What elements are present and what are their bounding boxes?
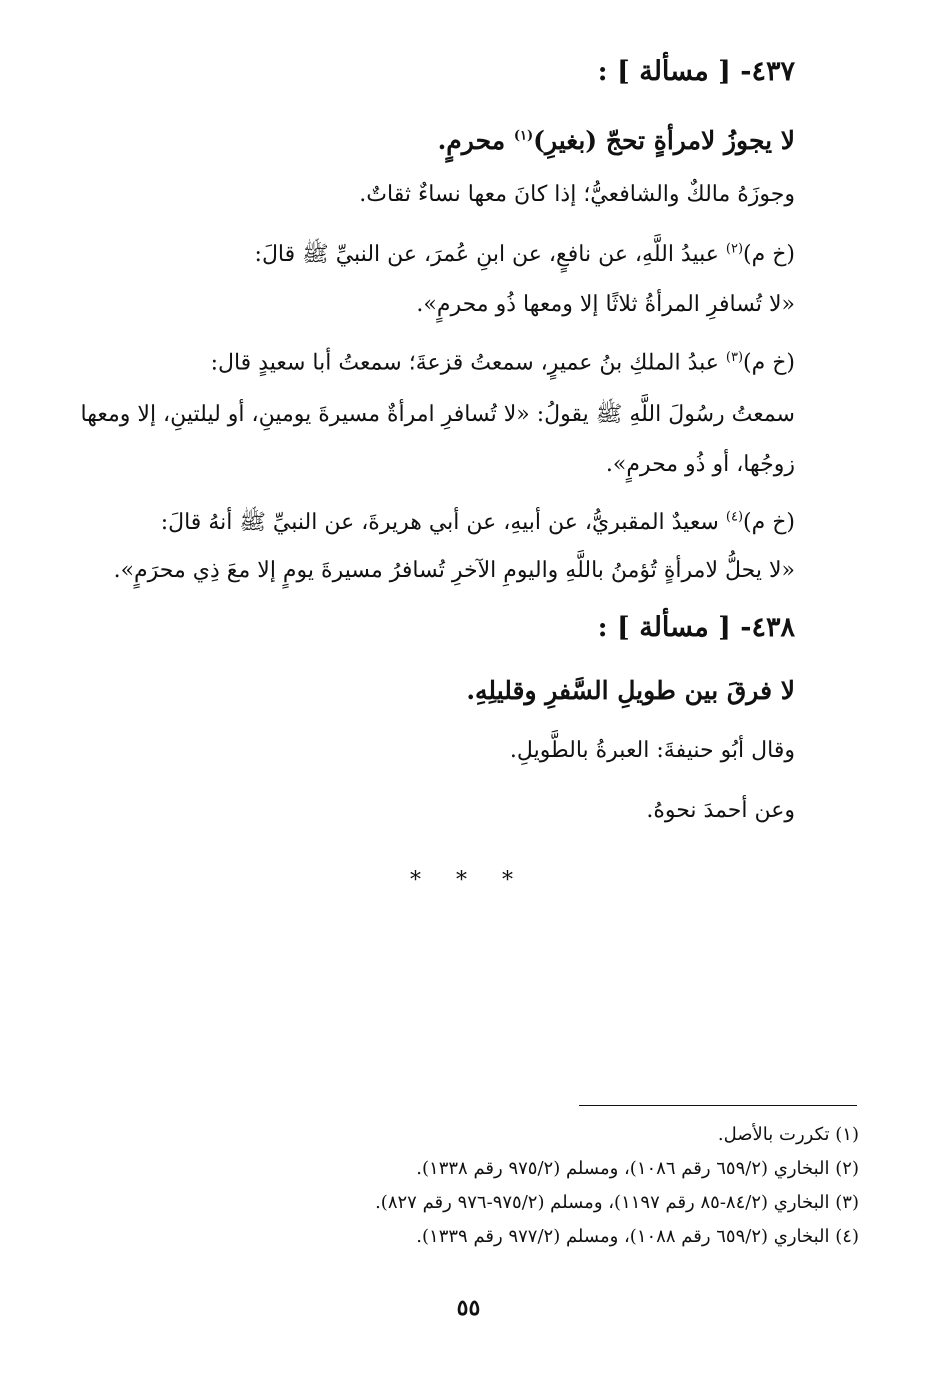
hadith-2-line-1 (211, 350, 795, 375)
hadith-3-line-2: «لا يحلُّ لامرأةٍ تُؤمنُ باللَّهِ واليومِ الآخرِ تُسافرُ مسيرةَ يومٍ إلا معَ ذِي محرَمٍ». (113, 558, 795, 583)
hadith-3-chain: سعيدٌ المقبريُّ، عن أبيهِ، عن أبي هريرةَ، عن النبيِّ ﷺ أنهُ قالَ: (160, 510, 726, 535)
hadith-1-source-code: (خ م) (743, 242, 795, 267)
footnote-2: (٢) البخاري (٦٥٩/٢ رقم ١٠٨٦)، ومسلم (٩٧٥/٢ رقم ١٣٣٨). (416, 1158, 859, 1179)
footnote-divider (579, 1105, 857, 1106)
page-number: ٥٥ (456, 1295, 481, 1321)
footnote-1: (١) تكررت بالأصل. (717, 1124, 859, 1145)
section-separator: * * * (410, 868, 527, 893)
issue-437-heading: ٤٣٧- [ مسألة ] : (597, 56, 795, 87)
hadith-2-line-2: سمعتُ رسُولَ اللَّهِ ﷺ يقولُ: «لا تُسافرِ امرأةٌ مسيرةَ يومينِ، أو ليلتينِ، إلا ومعها (80, 402, 795, 427)
hadith-1-line-1 (255, 240, 795, 272)
hadith-1-chain: عبيدُ اللَّهِ، عن نافعٍ، عن ابنِ عُمرَ، عن النبيِّ ﷺ قالَ: (254, 242, 726, 267)
issue-438-line-1: وقال أبُو حنيفةَ: العبرةُ بالطَّويلِ. (509, 738, 795, 763)
hadith-3-line-1 (161, 508, 795, 540)
footnote-ref-3: (٣) (725, 350, 744, 365)
issue-438-ruling: لا فرقَ بين طويلِ السَّفرِ وقليلِهِ. (466, 676, 795, 705)
ruling-text-a: لا يجوزُ لامرأةٍ تحجّ (بغيرِ) (533, 126, 795, 155)
hadith-2-chain: عبدُ الملكِ بنُ عميرٍ، سمعتُ قزعةَ؛ سمعتُ أبا سعيدٍ قال: (210, 350, 726, 376)
issue-438-line-2: وعن أحمدَ نحوهُ. (646, 798, 795, 823)
footnote-ref-2: (٢) (725, 241, 744, 257)
issue-437-ruling (438, 126, 795, 155)
hadith-1-line-2: «لا تُسافرِ المرأةُ ثلاثًا إلا ومعها ذُو محرمٍ». (416, 292, 795, 317)
issue-438-heading: ٤٣٨- [ مسألة ] : (597, 612, 795, 643)
hadith-2-source-code: (خ م) (743, 350, 795, 376)
issue-437-opinion: وجوزَهُ مالكٌ والشافعيُّ؛ إذا كانَ معها نساءٌ ثقاتٌ. (359, 182, 795, 207)
footnote-ref-1: (١) (513, 128, 534, 144)
hadith-2-line-3: زوجُها، أو ذُو محرمٍ». (605, 452, 795, 477)
footnote-3: (٣) البخاري (٨٤/٢-٨٥ رقم ١١٩٧)، ومسلم (٩٧٥/٢-٩٧٦ رقم ٨٢٧). (375, 1192, 859, 1213)
hadith-3-source-code: (خ م) (743, 510, 795, 535)
footnote-ref-4: (٤) (725, 509, 744, 525)
ruling-text-b: محرمٍ. (437, 126, 514, 155)
footnote-4: (٤) البخاري (٦٥٩/٢ رقم ١٠٨٨)، ومسلم (٩٧٧/٢ رقم ١٣٣٩). (416, 1226, 859, 1247)
